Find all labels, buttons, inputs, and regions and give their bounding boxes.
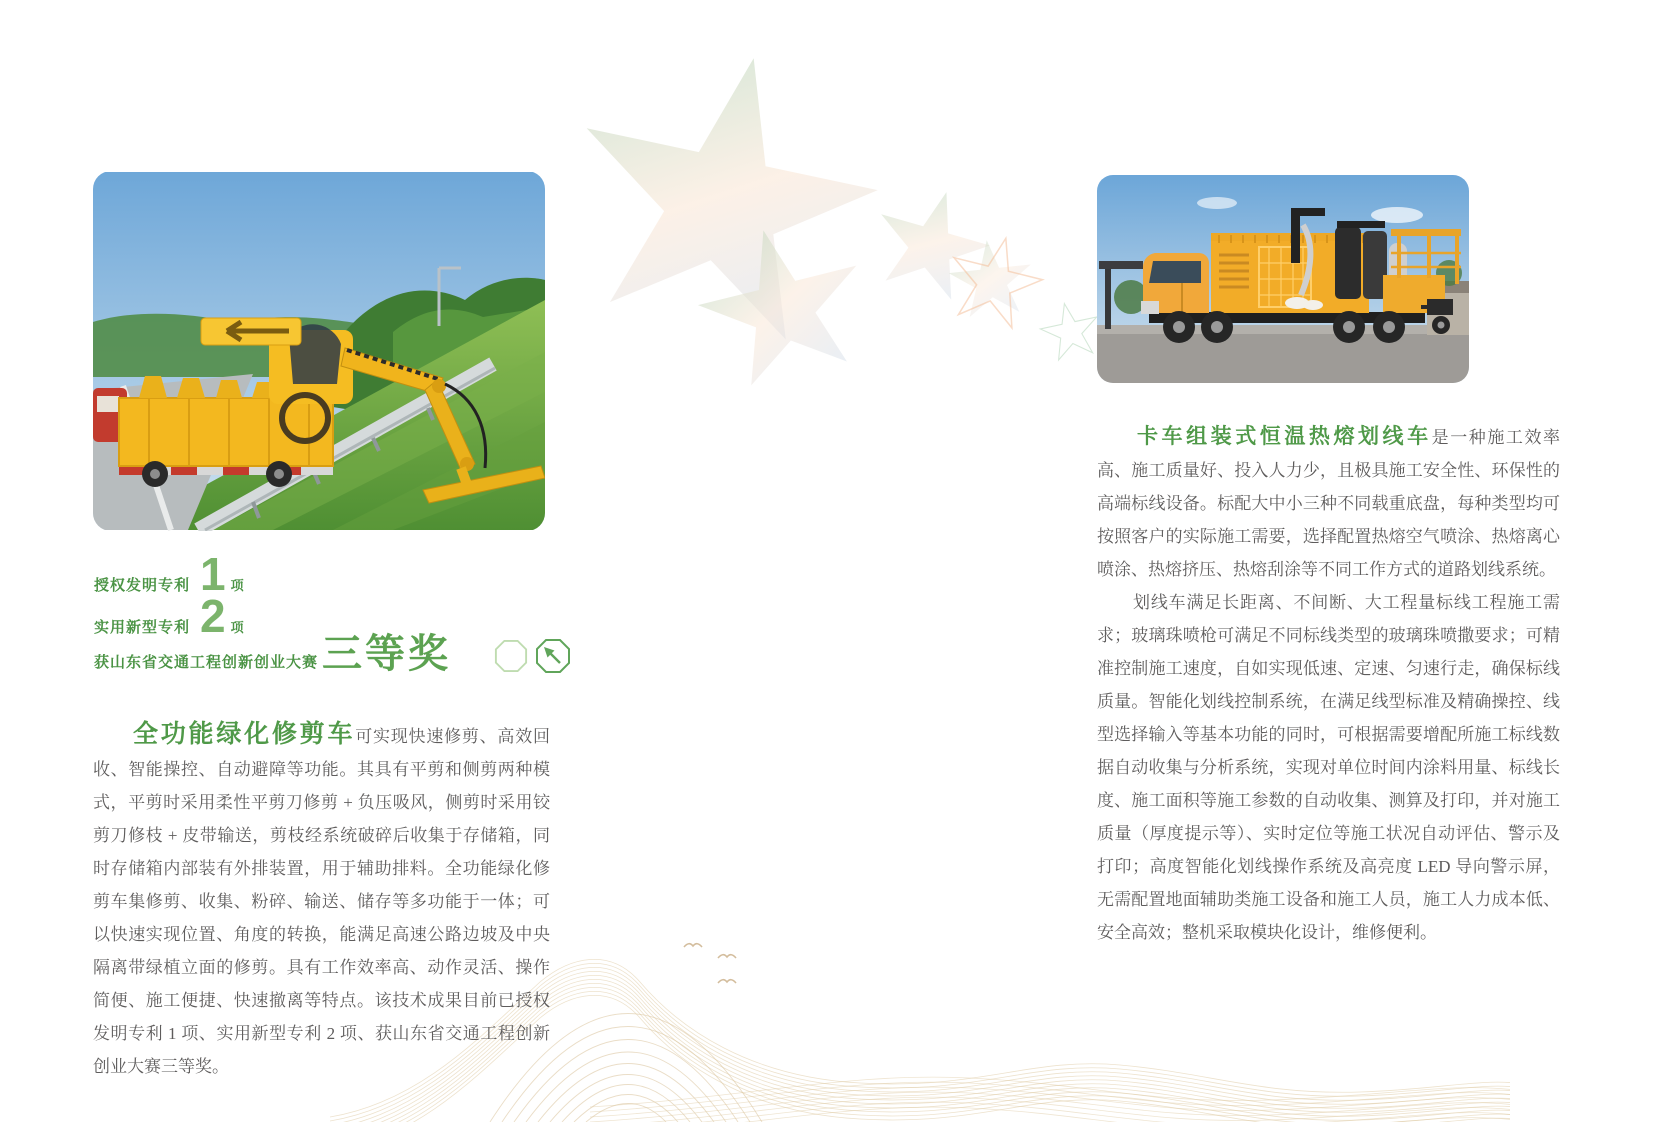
octagon-arrow-northwest-icon (535, 638, 571, 674)
marking-description (1097, 420, 1560, 949)
marking-truck-name: 卡车组装式恒温热熔划线车 (1137, 424, 1432, 448)
star-decoration (541, 26, 906, 379)
award-value: 三等奖 (322, 632, 452, 676)
award-row (94, 634, 451, 674)
stat-count: 2 (200, 590, 226, 642)
octagon-outline-icon (494, 639, 528, 673)
stat-unit: 项 (230, 620, 244, 635)
marking-paragraph-2: 划线车满足长距离、不间断、大工程量标线工程施工需求；玻璃珠喷枪可满足不同标线类型的玻璃珠喷撒要求；可精准控制施工速度，自如实现低速、定速、匀速行走，确保标线质量。智能化划线控制系统，在满足线型标准及精确操控、线型选择输入等基本功能的同时，可根据需要增配所施工标线数据自动收集与分析系统，实现对单位时间内涂料用量、标线长度、施工面积等施工参数的自动收集、测算及打印，并对施工质量（厚度提示等）、实时定位等施工状况自动评估、警示及打印；高度智能化划线操作系统及高亮度 LED 导向警示屏，无需配置地面辅助类施工设备和施工人员，施工人力成本低、安全高效；整机采取模块化设计，维修便利。 (1097, 593, 1560, 942)
patent-stat-utility (94, 590, 244, 642)
stat-count: 1 (200, 548, 226, 600)
marking-truck-photo (1097, 175, 1469, 383)
trimmer-description (93, 718, 550, 1083)
trimmer-truck-photo (93, 171, 545, 531)
marking-truck-illustration (1097, 175, 1469, 383)
marking-paragraph-1 (1097, 420, 1560, 586)
octagon-icon-group (494, 638, 571, 674)
marking-text-1: 是一种施工效率高、施工质量好、投入人力少，且极具施工安全性、环保性的高端标线设备。标配大中小三种不同载重底盘，每种类型均可按照客户的实际施工需要，选择配置热熔空气喷涂、热熔离心喷涂、热熔挤压、热熔刮涂等不同工作方式的道路划线系统。 (1097, 428, 1561, 579)
bird-glyphs (684, 944, 736, 983)
stat-unit: 项 (230, 578, 244, 593)
trimmer-text: 可实现快速修剪、高效回收、智能操控、自动避障等功能。其具有平剪和侧剪两种模式，平剪时采用柔性平剪刀修剪 + 负压吸风，侧剪时采用铰剪刀修枝 + 皮带输送，剪枝经系统破碎后收集于存储箱，同时存储箱内部装有外排装置，用于辅助排料。全功能绿化修剪车集修剪、收集、粉碎、输送、储存等多功能于一体；可以快速实现位置、角度的转换，能满足高速公路边坡及中央隔离带绿植立面的修剪。具有工作效率高、动作灵活、操作简便、施工便捷、快速撤离等特点。该技术成果目前已授权发明专利 1 项、实用新型专利 2 项、获山东省交通工程创新创业大赛三等奖。 (93, 727, 550, 1076)
stat-label: 实用新型专利 (94, 619, 191, 636)
trimmer-truck-illustration (93, 171, 545, 531)
award-label: 获山东省交通工程创新创业大赛 (94, 654, 319, 671)
stat-label: 授权发明专利 (94, 577, 191, 594)
trimmer-name: 全功能绿化修剪车 (133, 721, 356, 748)
